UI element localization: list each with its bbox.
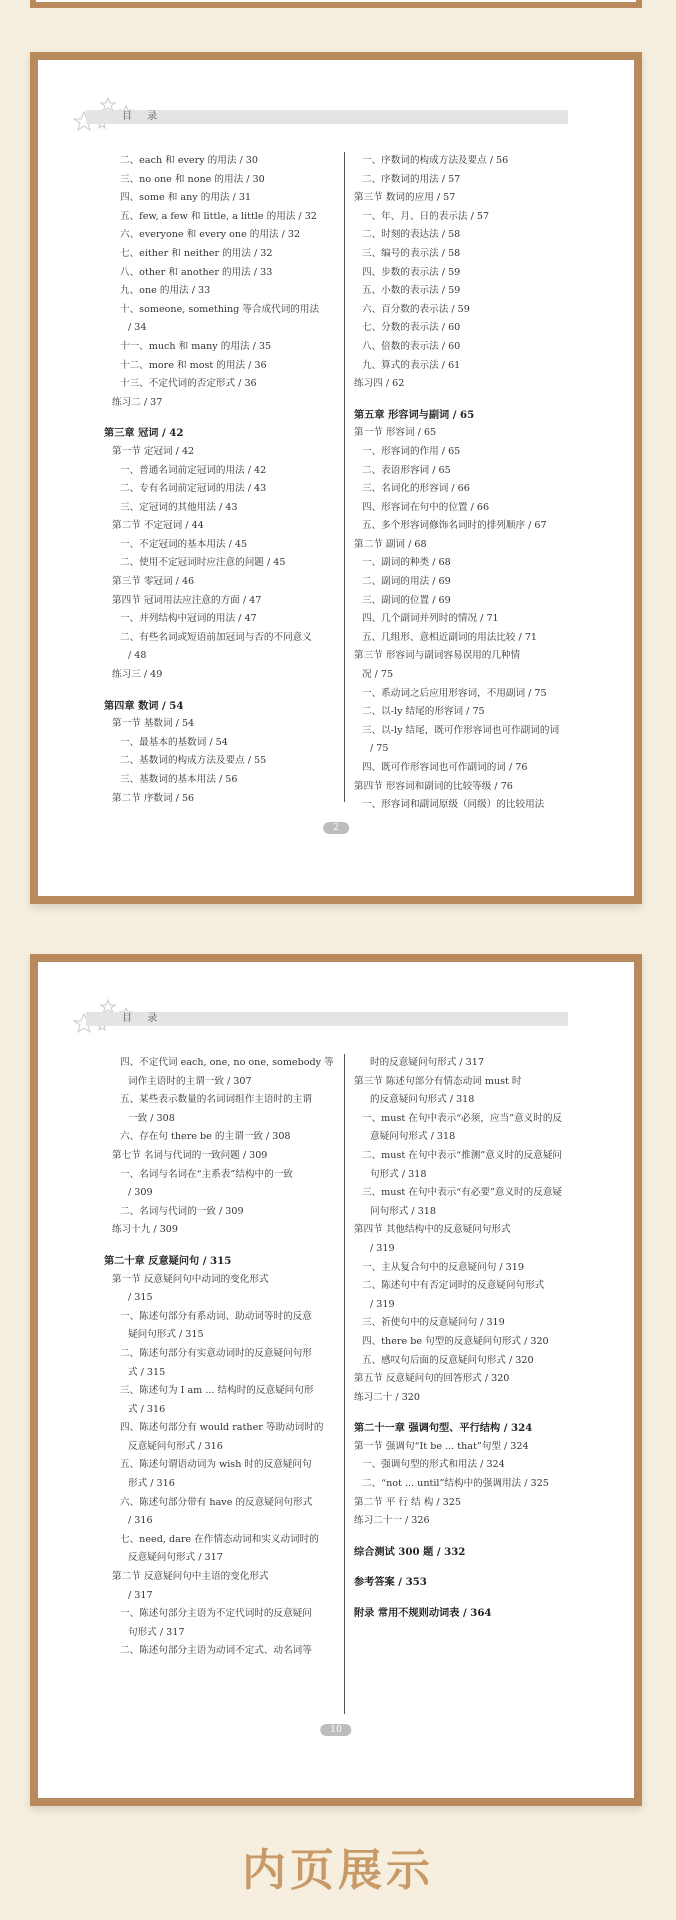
header-label: 目 录 xyxy=(122,1013,164,1024)
toc-entry: 练习四 / 62 xyxy=(354,378,405,390)
toc-entry: 二、must 在句中表示“推测”意义时的反意疑问 xyxy=(362,1149,563,1161)
toc-entry: 第三节 数词的应用 / 57 xyxy=(354,192,456,204)
toc-entry: 三、基数词的基本用法 / 56 xyxy=(120,774,238,785)
toc-entry: 二、副词的用法 / 69 xyxy=(362,576,451,588)
toc-entry: 三、定冠词的其他用法 / 43 xyxy=(120,501,238,513)
toc-entry: 十三、不定代词的否定形式 / 36 xyxy=(120,378,257,390)
toc-entry: / 75 xyxy=(370,743,389,755)
toc-entry: 一、must 在句中表示“必须，应当”意义时的反 xyxy=(362,1112,563,1124)
toc-right-column xyxy=(354,152,590,815)
section-gap xyxy=(104,412,366,424)
toc-page-1 xyxy=(30,52,642,904)
toc-entry: 十二、more 和 most 的用法 / 36 xyxy=(120,359,267,371)
toc-chapter-heading: 第二十章 反意疑问句 / 315 xyxy=(104,1254,232,1267)
toc-entry: / 48 xyxy=(128,650,147,662)
toc-entry: 七、either 和 neither 的用法 / 32 xyxy=(120,247,273,259)
toc-entry: 四、some 和 any 的用法 / 31 xyxy=(120,192,252,204)
toc-entry: 六、百分数的表示法 / 59 xyxy=(362,303,470,315)
toc-right-column xyxy=(354,1054,590,1623)
toc-entry: 三、no one 和 none 的用法 / 30 xyxy=(120,173,265,185)
toc-entry: 三、名词化的形容词 / 66 xyxy=(362,483,470,495)
toc-entry: 一、强调句型的形式和用法 / 324 xyxy=(362,1459,505,1471)
toc-chapter-heading: 第三章 冠词 / 42 xyxy=(104,427,184,440)
toc-entry: 的反意疑问句形式 / 318 xyxy=(370,1094,475,1106)
toc-entry: 六、everyone 和 every one 的用法 / 32 xyxy=(120,229,301,241)
toc-entry: 一、形容词的作用 / 65 xyxy=(362,445,461,457)
toc-entry: 第二节 平 行 结 构 / 325 xyxy=(354,1496,461,1508)
toc-entry: 第四节 冠词用法应注意的方面 / 47 xyxy=(112,594,262,606)
toc-entry: 七、need, dare 在作情态动词和实义动词时的 xyxy=(120,1533,319,1545)
toc-entry: 一、并列结构中冠词的用法 / 47 xyxy=(120,613,257,625)
toc-entry: 第二节 副词 / 68 xyxy=(354,538,427,550)
toc-entry: 一、最基本的基数词 / 54 xyxy=(120,736,228,748)
toc-entry: 三、以-ly 结尾，既可作形容词也可作副词的词 xyxy=(362,724,560,736)
toc-entry: 十一、much 和 many 的用法 / 35 xyxy=(120,340,272,352)
toc-entry: 三、副词的位置 / 69 xyxy=(362,594,451,606)
toc-entry: 四、既可作形容词也可作副词的词 / 76 xyxy=(362,762,528,773)
toc-entry: / 316 xyxy=(128,1515,153,1527)
toc-entry: 十、someone, something 等合成代词的用法 xyxy=(120,303,320,315)
toc-entry: 第三节 零冠词 / 46 xyxy=(112,576,195,588)
section-gap xyxy=(104,685,366,697)
toc-entry: 第四节 形容词和副词的比较等级 / 76 xyxy=(354,780,513,792)
toc-entry: / 309 xyxy=(128,1187,153,1199)
toc-entry: 一、形容词和副词原级（同级）的比较用法 xyxy=(362,799,545,811)
toc-entry: 第二节 反意疑问句中主语的变化形式 xyxy=(112,1571,269,1583)
toc-entry: 五、多个形容词修饰名词时的排列顺序 / 67 xyxy=(362,520,547,532)
toc-entry: 句形式 / 317 xyxy=(128,1626,185,1638)
toc-entry: 二、each 和 every 的用法 / 30 xyxy=(120,155,258,166)
toc-entry: 二、专有名词前定冠词的用法 / 43 xyxy=(120,483,267,495)
previous-page-edge xyxy=(0,0,676,14)
toc-chapter-heading: 附录 常用不规则动词表 / 364 xyxy=(354,1607,492,1620)
toc-entry: 五、陈述句谓语动词为 wish 时的反意疑问句 xyxy=(120,1459,312,1471)
toc-entry: 第三节 陈述句部分有情态动词 must 时 xyxy=(354,1075,522,1087)
toc-entry: 六、存在句 there be 的主谓一致 / 308 xyxy=(120,1131,291,1143)
toc-entry: 况 / 75 xyxy=(362,669,394,681)
toc-entry: 练习二十一 / 326 xyxy=(354,1515,430,1527)
toc-entry: / 319 xyxy=(370,1242,395,1254)
toc-entry: 第二节 不定冠词 / 44 xyxy=(112,520,204,532)
toc-entry: / 315 xyxy=(128,1292,153,1304)
toc-entry: 四、几个副词并列时的情况 / 71 xyxy=(362,613,499,625)
toc-entry: 反意疑问句形式 / 316 xyxy=(128,1440,223,1452)
toc-entry: 四、there be 句型的反意疑问句形式 / 320 xyxy=(362,1335,549,1347)
toc-entry: 式 / 316 xyxy=(128,1403,166,1415)
toc-entry: 词作主语时的主谓一致 / 307 xyxy=(128,1075,252,1087)
toc-entry: 第一节 强调句“It be ... that”句型 / 324 xyxy=(354,1440,529,1452)
header-label: 目 录 xyxy=(122,111,164,122)
toc-entry: / 34 xyxy=(128,322,147,334)
footer-title: 内页展示 xyxy=(242,1845,434,1896)
toc-entry: 五、某些表示数量的名词词组作主语时的主谓 xyxy=(120,1094,312,1106)
toc-entry: 八、other 和 another 的用法 / 33 xyxy=(120,266,273,278)
toc-chapter-heading: 综合测试 300 题 / 332 xyxy=(354,1545,466,1558)
toc-entry: 二、序数词的用法 / 57 xyxy=(362,173,461,185)
toc-entry: 练习二十 / 320 xyxy=(354,1391,421,1403)
toc-left-column xyxy=(104,152,366,808)
toc-entry: 八、倍数的表示法 / 60 xyxy=(362,340,461,352)
toc-entry: 练习十九 / 309 xyxy=(112,1224,179,1236)
column-divider xyxy=(344,152,345,802)
section-gap xyxy=(354,1561,590,1573)
toc-entry: 第一节 定冠词 / 42 xyxy=(112,445,195,457)
toc-entry: 第一节 基数词 / 54 xyxy=(112,718,195,730)
toc-entry: 第一节 形容词 / 65 xyxy=(354,427,437,439)
section-gap xyxy=(354,1531,590,1543)
toc-entry: 二、陈述句部分有实意动词时的反意疑问句形 xyxy=(120,1347,312,1359)
toc-entry: 句形式 / 318 xyxy=(370,1168,427,1180)
toc-entry: 九、算式的表示法 / 61 xyxy=(362,359,461,371)
toc-entry: 一、主从复合句中的反意疑问句 / 319 xyxy=(362,1261,524,1273)
toc-entry: 二、陈述句中有否定词时的反意疑问句形式 xyxy=(362,1280,545,1292)
page-number: 2 xyxy=(323,822,349,834)
toc-entry: 一、副词的种类 / 68 xyxy=(362,557,451,569)
toc-left-column xyxy=(104,1054,366,1661)
toc-entry: 疑问句形式 / 315 xyxy=(128,1329,204,1341)
toc-entry: 一、不定冠词的基本用法 / 45 xyxy=(120,538,248,550)
toc-entry: 六、陈述句部分带有 have 的反意疑问句形式 xyxy=(120,1496,313,1508)
toc-entry: 四、形容词在句中的位置 / 66 xyxy=(362,501,490,513)
toc-entry: 二、以-ly 结尾的形容词 / 75 xyxy=(362,706,485,718)
toc-entry: 一、普通名词前定冠词的用法 / 42 xyxy=(120,464,267,476)
toc-entry: 五、几组形、意相近副词的用法比较 / 71 xyxy=(362,631,538,643)
toc-entry: 一、名词与名词在“主系表”结构中的一致 xyxy=(120,1168,293,1180)
section-gap xyxy=(354,394,590,406)
toc-chapter-heading: 参考答案 / 353 xyxy=(354,1576,427,1589)
toc-entry: 三、编号的表示法 / 58 xyxy=(362,247,461,259)
toc-entry: 一、序数词的构成方法及要点 / 56 xyxy=(362,155,509,166)
toc-entry: 二、“not ... until”结构中的强调用法 / 325 xyxy=(362,1478,549,1490)
toc-entry: 第五节 反意疑问句的回答形式 / 320 xyxy=(354,1373,510,1385)
section-gap xyxy=(354,1407,590,1419)
toc-entry: 形式 / 316 xyxy=(128,1478,175,1490)
toc-entry: 三、must 在句中表示“有必要”意义时的反意疑 xyxy=(362,1187,563,1199)
toc-entry: 三、祈使句中的反意疑问句 / 319 xyxy=(362,1317,505,1329)
toc-entry: 四、不定代词 each, one, no one, somebody 等 xyxy=(120,1057,334,1068)
toc-entry: 二、时刻的表达法 / 58 xyxy=(362,229,461,241)
toc-entry: 式 / 315 xyxy=(128,1366,166,1378)
toc-entry: 五、小数的表示法 / 59 xyxy=(362,285,461,297)
toc-entry: 四、步数的表示法 / 59 xyxy=(362,266,461,278)
toc-entry: 练习三 / 49 xyxy=(112,669,163,681)
toc-entry: 一、陈述句部分主语为不定代词时的反意疑问 xyxy=(120,1608,312,1620)
toc-chapter-heading: 第二十一章 强调句型、平行结构 / 324 xyxy=(354,1422,533,1435)
toc-entry: 二、表语形容词 / 65 xyxy=(362,464,451,476)
toc-entry: 第一节 反意疑问句中动词的变化形式 xyxy=(112,1273,269,1285)
toc-page-2 xyxy=(30,954,642,1806)
toc-entry: 第四节 其他结构中的反意疑问句形式 xyxy=(354,1224,511,1236)
toc-entry: 五、few, a few 和 little, a little 的用法 / 32 xyxy=(120,210,317,222)
toc-entry: 时的反意疑问句形式 / 317 xyxy=(370,1057,484,1068)
section-gap xyxy=(354,1592,590,1604)
toc-entry: 七、分数的表示法 / 60 xyxy=(362,322,461,334)
toc-entry: 第七节 名词与代词的一致问题 / 309 xyxy=(112,1149,268,1161)
toc-entry: 反意疑问句形式 / 317 xyxy=(128,1552,223,1564)
column-divider xyxy=(344,1054,345,1714)
toc-entry: / 317 xyxy=(128,1589,153,1601)
toc-entry: 第三节 形容词与副词容易误用的几种情 xyxy=(354,650,521,662)
toc-entry: 第二节 序数词 / 56 xyxy=(112,792,195,804)
toc-entry: / 319 xyxy=(370,1298,395,1310)
toc-chapter-heading: 第四章 数词 / 54 xyxy=(104,699,184,712)
toc-entry: 一致 / 308 xyxy=(128,1112,175,1124)
toc-entry: 二、使用不定冠词时应注意的问题 / 45 xyxy=(120,557,286,569)
toc-entry: 一、年、月、日的表示法 / 57 xyxy=(362,210,490,222)
toc-entry: 问句形式 / 318 xyxy=(370,1205,437,1217)
toc-entry: 四、陈述句部分有 would rather 等助动词时的 xyxy=(120,1422,324,1434)
toc-entry: 练习二 / 37 xyxy=(112,396,163,408)
section-gap xyxy=(104,1240,366,1252)
toc-entry: 一、陈述句部分有系动词、助动词等时的反意 xyxy=(120,1310,312,1322)
toc-entry: 二、基数词的构成方法及要点 / 55 xyxy=(120,755,267,767)
toc-entry: 二、有些名词或短语前加冠词与否的不同意义 xyxy=(120,631,312,643)
toc-entry: 一、系动词之后应用形容词，不用副词 / 75 xyxy=(362,687,547,699)
toc-entry: 三、陈述句为 I am ... 结构时的反意疑问句形 xyxy=(120,1385,314,1397)
toc-chapter-heading: 第五章 形容词与副词 / 65 xyxy=(354,408,475,421)
toc-entry: 意疑问句形式 / 318 xyxy=(370,1131,456,1143)
toc-entry: 九、one 的用法 / 33 xyxy=(120,285,211,297)
toc-entry: 五、感叹句后面的反意疑问句形式 / 320 xyxy=(362,1354,534,1366)
toc-entry: 二、名词与代词的一致 / 309 xyxy=(120,1205,244,1217)
page-number: 10 xyxy=(320,1724,351,1736)
toc-entry: 二、陈述句部分主语为动词不定式、动名词等 xyxy=(120,1645,312,1657)
